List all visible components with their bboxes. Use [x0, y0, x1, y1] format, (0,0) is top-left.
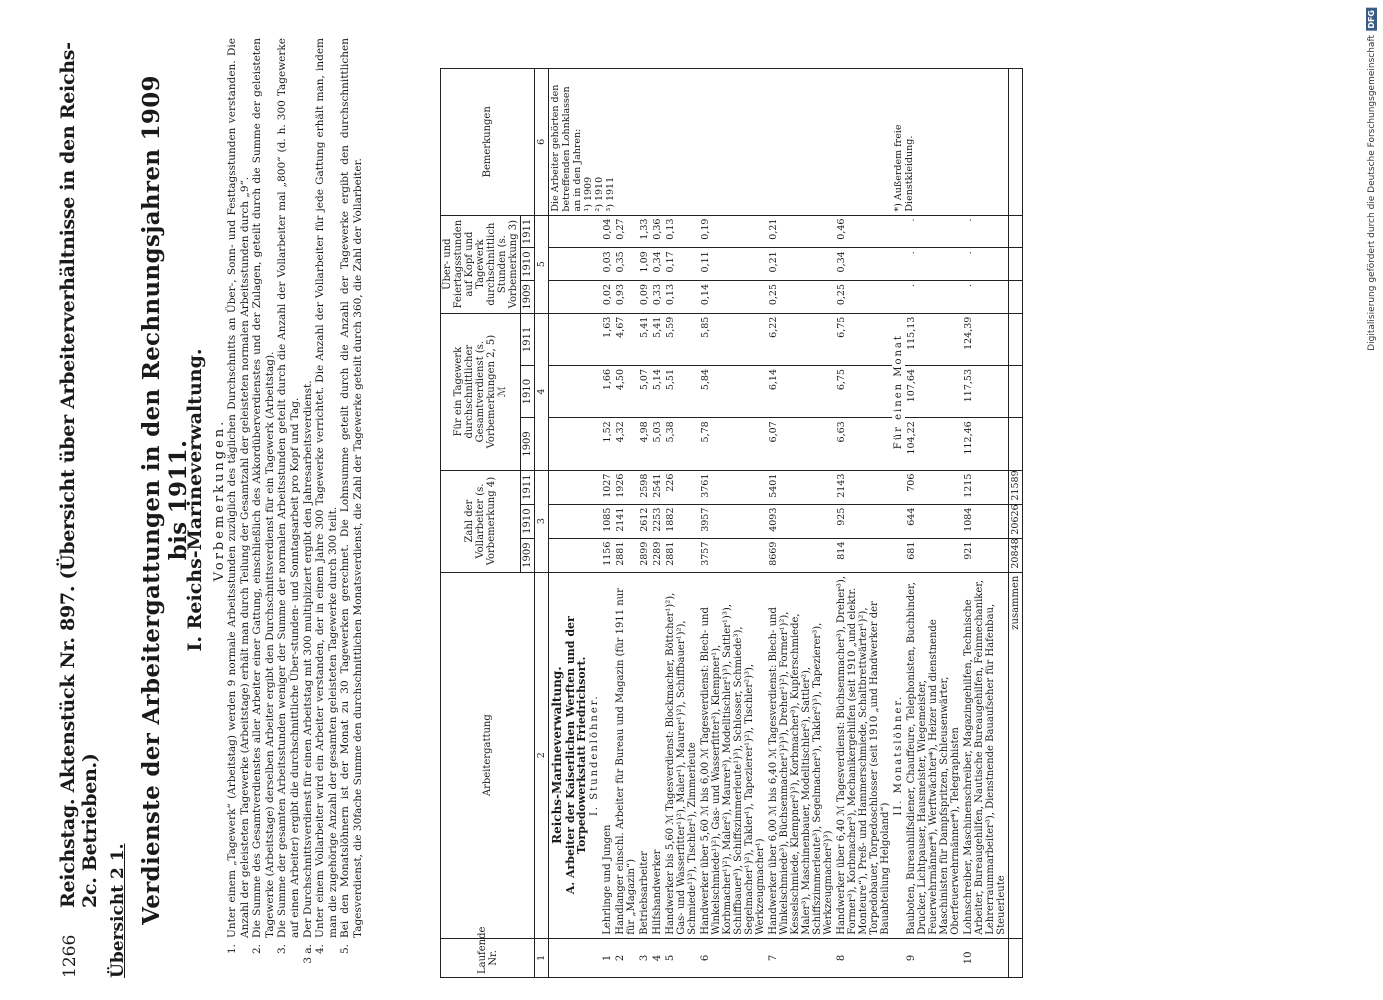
running-header: Reichstag. Aktenstück Nr. 897. (Übersicht über Arbeiterverhältnisse in den Reichs- 2c. Betrieben.): [57, 42, 101, 908]
row-number: 1: [601, 938, 614, 977]
tagewerk-value: 5,38: [664, 418, 699, 470]
header-laufende-nr: Laufende Nr.: [441, 938, 535, 977]
table-row: [835, 69, 892, 978]
tagewerk-value: 6,07: [767, 418, 835, 470]
row-number: 3: [638, 938, 651, 977]
header-tagewerk: [441, 313, 521, 470]
ueberstunden-value: 0,35: [614, 248, 638, 281]
vollarbeiter-value: 4093: [767, 504, 835, 538]
tagewerk-value: 107,64: [905, 366, 962, 418]
column-index: 5: [535, 215, 549, 313]
note-text: Unter einem Vollarbeiter wird ein Arbeiter verstanden, der in einem Jahre 300 Tagewerke verrichtet. Die Anzahl der Vollarbeiter für jede Gattung erhält man, indem man die zugehörige Anzahl der gesamten geleisteten Tagewerke durch 300 teilt.: [314, 38, 339, 938]
vollarbeiter-value: 5401: [767, 470, 835, 504]
vollarbeiter-value: 1156: [601, 538, 614, 572]
note: [302, 38, 315, 978]
tagewerk-value: 5,14: [651, 366, 664, 418]
vollarbeiter-value: 2253: [651, 504, 664, 538]
note-number: 3 a.: [301, 944, 314, 964]
ueberstunden-value: 0,19: [699, 215, 767, 248]
row-label: Hilfshandwerker: [651, 572, 664, 938]
remarks-intro: Die Arbeiter gehörten den betreffenden Lohnklassen an in den Jahren:: [550, 84, 583, 212]
total-value: 20848: [1009, 538, 1023, 572]
tagewerk-value: 104,22: [905, 418, 962, 470]
document-title: Verdienste der Arbeitergattungen in den Rechnungsjahren 1909 bis 1911.: [138, 75, 192, 925]
row-label: Bauboten, Bureauhilfsdiener, Chauffeure, Telephonisten, Buchbinder, Drucker, Lichtpauser, Hausmeister, Wiegemeister, Feuerwehrmänner*), Werftwächter*), Heizer und dienstnende Maschinisten für Dampfspritzen, Schleusenwärter, Oberfeuerwehrmänner*), Telegraphisten: [905, 572, 962, 938]
tagewerk-value: 4,50: [614, 366, 638, 418]
tagewerk-value: 112,46: [962, 418, 1009, 470]
ueberstunden-value: 0,46: [835, 215, 892, 248]
column-index-row: [535, 69, 549, 978]
vollarbeiter-value: 226: [664, 470, 699, 504]
remarks-star-cell: [892, 69, 1009, 216]
section-title-row: [549, 69, 565, 978]
ueberstunden-value: 0,17: [664, 248, 699, 281]
ueberstunden-value: 0,13: [664, 280, 699, 313]
header-vollarbeiter: Zahl der Vollarbeiter (s. Vorbemerkung 4): [441, 470, 521, 572]
note: [339, 38, 364, 978]
total-value: 20626: [1009, 504, 1023, 538]
tagewerk-value: 5,03: [651, 418, 664, 470]
section-subtitle: I. Reichs-Marineverwaltung.: [184, 348, 206, 652]
row-label: Handwerker über 6,40 ℳ Tagesverdienst: Büchsenmacher³), Dreher³), Former³), Korbmacher³), Mechanikergehilfen (seit 1910 „und elektr. Monteure“), Preß- und Hammerschmiede, Schaltbrettwärter¹)²), Torpedobauer, Torpedoschlosser (seit 1910 „und Handwerker der Bauabteilung Helgoland“): [835, 572, 892, 938]
note: [276, 38, 301, 978]
note-text: Die Summe des Gesamtverdienstes aller Arbeiter einer Gattung, einschließlich des Akkordüberverdienstes und der Zulagen, geteilt durch die Summe der geleisteten Tagewerke (Arbeitstage) derselben Arbeiter ergibt den Durchschnittsverdienst für ein Tagewerk (Arbeitstag).: [251, 38, 276, 938]
vollarbeiter-value: 2143: [835, 470, 892, 504]
row-number: 6: [699, 938, 767, 977]
note-number: 3.: [276, 944, 289, 955]
row-number: 2: [614, 938, 638, 977]
vollarbeiter-value: 2141: [614, 504, 638, 538]
tagewerk-value: 5,41: [651, 313, 664, 365]
tagewerk-value: 4,67: [614, 313, 638, 365]
ueberstunden-value: 0,36: [651, 215, 664, 248]
ueberstunden-value: 0,34: [835, 248, 892, 281]
total-value: 21589: [1009, 470, 1023, 504]
note-number: 2.: [251, 944, 264, 955]
tagewerk-value: 124,39: [962, 313, 1009, 365]
tagewerk-value: 1,52: [601, 418, 614, 470]
row-number: 7: [767, 938, 835, 977]
vollarbeiter-value: 3761: [699, 470, 767, 504]
ueberstunden-value: 0,04: [601, 215, 614, 248]
note-text: Bei den Monatslöhnern ist der Monat zu 30 Tagewerken gerechnet. Die Lohnsumme geteilt durch die Anzahl der Tagewerke ergibt den durchschnittlichen Tagesverdienst, die 30fache Summe den durchschnittlichen Monatsverdienst, die Zahl der Tagewerke geteilt durch 360, die Zahl der Vollarbeiter.: [339, 38, 364, 938]
vollarbeiter-value: 925: [835, 504, 892, 538]
year-header: 1909: [521, 418, 535, 470]
ueberstunden-value: 0,21: [767, 215, 835, 248]
ueberstunden-value: 1,33: [638, 215, 651, 248]
vollarbeiter-value: 921: [962, 538, 1009, 572]
ueberstunden-value: 0,25: [767, 280, 835, 313]
tagewerk-value: 6,63: [835, 418, 892, 470]
row-label: Handlanger einschl. Arbeiter für Bureau und Magazin (für 1911 nur für „Magazin“): [614, 572, 638, 938]
per-month-label: Für einen Monat: [892, 313, 905, 470]
vollarbeiter-value: 644: [905, 504, 962, 538]
ueberstunden-value: 0,27: [614, 215, 638, 248]
tagewerk-value: 117,53: [962, 366, 1009, 418]
ueberstunden-value: .: [962, 280, 1009, 313]
tagewerk-value: 4,32: [614, 418, 638, 470]
ueberstunden-value: .: [905, 248, 962, 281]
dfg-credit: Digitalisierung gefördert durch die Deutsche Forschungsgemeinschaft: [1366, 34, 1377, 351]
note: [226, 38, 251, 978]
column-index: 2: [535, 572, 549, 938]
preliminary-notes: [226, 38, 365, 978]
tagewerk-value: 115,13: [905, 313, 962, 365]
year-header: 1910: [521, 366, 535, 418]
vollarbeiter-value: 1215: [962, 470, 1009, 504]
ueberstunden-value: 0,03: [601, 248, 614, 281]
row-label: Lohnschreiber, Maschinenschreiber, Magazingehilfen, Technische Arbeiter, Bureaugehilfen, Nautische Bureaugehilfen, Feinmechaniker, Lehrerraummarbeiter³), Dienstnende Bauaufseher für Hafenbau, Steuerleute: [962, 572, 1009, 938]
remarks-year: ³) 1911: [605, 176, 616, 212]
vollarbeiter-value: 2289: [651, 538, 664, 572]
vollarbeiter-value: 681: [905, 538, 962, 572]
tagewerk-value: 1,66: [601, 366, 614, 418]
vollarbeiter-value: 2598: [638, 470, 651, 504]
year-header: 1909: [521, 538, 535, 572]
vollarbeiter-value: 1926: [614, 470, 638, 504]
column-index: 4: [535, 313, 549, 470]
ueberstunden-value: 0,13: [664, 215, 699, 248]
year-header: 1910: [521, 248, 535, 281]
section-a-title: A. Arbeiter der Kaiserlichen Werften und der Torpedowerkstatt Friedrichsort.: [564, 572, 588, 938]
ueberstunden-value: 0,25: [835, 280, 892, 313]
row-number: 4: [651, 938, 664, 977]
section-title: Reichs-Marineverwaltung.: [549, 572, 565, 938]
total-label: zusammen: [1009, 572, 1023, 938]
table-row: [767, 69, 835, 978]
vollarbeiter-value: 2881: [614, 538, 638, 572]
row-number: 5: [664, 938, 699, 977]
vollarbeiter-value: 8669: [767, 538, 835, 572]
year-header: 1910: [521, 504, 535, 538]
row-label: Lehrlinge und Jungen: [601, 572, 614, 938]
row-label: Handwerker bis 5,60 ℳ Tagesverdienst: Blockmacher, Böttcher¹)²), Gas- und Wasserfitter¹)²), Maler¹), Maurer¹)²), Schiffbauer¹)²), Schmiede¹)²), Tischler¹), Zimmerleute: [664, 572, 699, 938]
row-label: Betriebsarbeiter: [638, 572, 651, 938]
subsection-row: [892, 69, 905, 978]
subsection-stundenloehner: I. Stundenlöhner.: [588, 572, 601, 938]
overview-label: Übersicht 2 1.: [108, 843, 128, 978]
tagewerk-value: 5,78: [699, 418, 767, 470]
ueberstunden-value: .: [905, 215, 962, 248]
header-mark-symbol: ℳ: [497, 386, 508, 397]
dfg-logo: DFG: [1367, 10, 1376, 29]
tagewerk-value: 5,59: [664, 313, 699, 365]
earnings-table: [440, 68, 1023, 978]
ueberstunden-value: .: [962, 248, 1009, 281]
tagewerk-value: 5,51: [664, 366, 699, 418]
subsection-monatsloehner: II. Monatslöhner.: [892, 572, 905, 938]
remarks-year: ¹) 1909: [583, 176, 594, 212]
tagewerk-value: 5,85: [699, 313, 767, 365]
header-ueberstunden: Über- und Feiertagsstunden auf Kopf und Tagewerk durchschnittlich Stunden (s. Vorbemerkung 3): [441, 215, 521, 313]
vollarbeiter-value: 2881: [664, 538, 699, 572]
tagewerk-value: 4,98: [638, 418, 651, 470]
note-text: Unter einem „Tagewerk“ (Arbeitstag) werden 9 normale Arbeitsstunden zuzüglich des täglichen Durchschnitts an Über-, Sonn- und Festtagsstunden verstanden. Die Anzahl der geleisteten Tagewerke (Arbeitstage) erhält man durch Teilung der Gesamtzahl der geleisteten normalen Arbeitsstunden durch „9“.: [226, 38, 251, 938]
vollarbeiter-value: 1084: [962, 504, 1009, 538]
tagewerk-value: 5,41: [638, 313, 651, 365]
year-header: 1911: [521, 470, 535, 504]
ueberstunden-value: 0,02: [601, 280, 614, 313]
note-text: Der Durchschnittsverdienst für einen Arbeitstag mit 300 multipliziert ergibt den Jahresarbeitsverdienst.: [301, 380, 314, 938]
ueberstunden-value: 0,93: [614, 280, 638, 313]
ueberstunden-value: 0,09: [638, 280, 651, 313]
ueberstunden-value: 1,09: [638, 248, 651, 281]
page-number: 1266: [60, 934, 80, 978]
ueberstunden-value: 0,33: [651, 280, 664, 313]
header-bemerkungen: Bemerkungen: [441, 69, 535, 216]
tagewerk-value: 6,22: [767, 313, 835, 365]
ueberstunden-value: .: [905, 280, 962, 313]
note-number: 1.: [226, 944, 238, 955]
year-header: 1911: [521, 215, 535, 248]
note-text: Die Summe der gesamten Arbeitsstunden weniger der Summe der normalen Arbeitsstunden geteilt durch die Anzahl der Vollarbeiter mal „800“ (d. h. 300 Tagewerke auf einen Arbeiter) ergibt die durchschnittliche Über-stunden- und Sonntagsarbeit pro Kopf und Tag.: [276, 38, 301, 938]
total-row: [1009, 69, 1023, 978]
row-number: 10: [962, 938, 1009, 977]
tagewerk-value: 6,75: [835, 313, 892, 365]
ueberstunden-value: 0,11: [699, 248, 767, 281]
ueberstunden-value: 0,14: [699, 280, 767, 313]
ueberstunden-value: 0,34: [651, 248, 664, 281]
tagewerk-value: 6,75: [835, 366, 892, 418]
header-tagewerk-text: Für ein Tagewerk durchschnittlicher Gesamtverdienst (s. Vorbemerkungen 2, 5): [453, 334, 497, 449]
vollarbeiter-value: 1085: [601, 504, 614, 538]
note-number: 5.: [339, 944, 352, 955]
note: [314, 38, 339, 978]
remarks-cell: [549, 69, 700, 216]
ueberstunden-value: .: [962, 215, 1009, 248]
tagewerk-value: 5,07: [638, 366, 651, 418]
vollarbeiter-value: 1027: [601, 470, 614, 504]
ueberstunden-value: 0,21: [767, 248, 835, 281]
year-header: 1909: [521, 280, 535, 313]
vollarbeiter-value: 1882: [664, 504, 699, 538]
note-number: 4.: [314, 944, 327, 955]
column-index: 1: [535, 938, 549, 977]
row-label: Handwerker über 5,60 ℳ bis 6,00 ℳ Tagesverdienst: Blech- und Winkelschmiede¹)²), Gas- und Wasserfitter³), Klempner¹), Korbmacher¹)²), Maler²), Maurer³), Modelltischler¹)³), Sattler¹)³), Schiffbauer³), Schiffszimmerleute¹)³), Schlosser, Schmiede³), Segelmacher¹)²), Takler¹), Tapezierer¹)²), Tischler²)³), Werkzeugmacher¹): [699, 572, 767, 938]
note: [251, 38, 276, 978]
column-index: 3: [535, 470, 549, 572]
row-number: 9: [905, 938, 962, 977]
vollarbeiter-value: 3957: [699, 504, 767, 538]
tagewerk-value: 1,63: [601, 313, 614, 365]
column-index: 6: [535, 69, 549, 216]
vollarbeiter-value: 3757: [699, 538, 767, 572]
vollarbeiter-value: 2612: [638, 504, 651, 538]
vollarbeiter-value: 814: [835, 538, 892, 572]
preliminary-notes-heading: Vorbemerkungen.: [212, 418, 227, 582]
remarks-year: ²) 1910: [594, 176, 605, 212]
row-number: 8: [835, 938, 892, 977]
remarks-star-note: *) Außerdem freie Dienstkleidung.: [893, 124, 915, 212]
vollarbeiter-value: 706: [905, 470, 962, 504]
vollarbeiter-value: 2541: [651, 470, 664, 504]
table-row: [699, 69, 767, 978]
tagewerk-value: 5,84: [699, 366, 767, 418]
row-label: Handwerker über 6,00 ℳ bis 6,40 ℳ Tagesverdienst: Blech- und Winkelschmiede³), Büchsenmacher¹)²)³), Dreher¹)²), Former¹)²), Kesselschmiede, Klempner²)³), Korbmacher³), Kupferschmiede, Maler³), Maschinenbauer, Modelltischler²), Sattler²), Schiffszimmerleute³), Segelmacher³), Takler²)³), Tapezierer³), Werkzeugmacher²)³): [767, 572, 835, 938]
year-header: 1911: [521, 313, 535, 365]
dfg-sidebar: [1364, 8, 1379, 998]
tagewerk-value: 6,14: [767, 366, 835, 418]
header-arbeitergattung: Arbeitergattung: [441, 572, 535, 938]
vollarbeiter-value: 2899: [638, 538, 651, 572]
